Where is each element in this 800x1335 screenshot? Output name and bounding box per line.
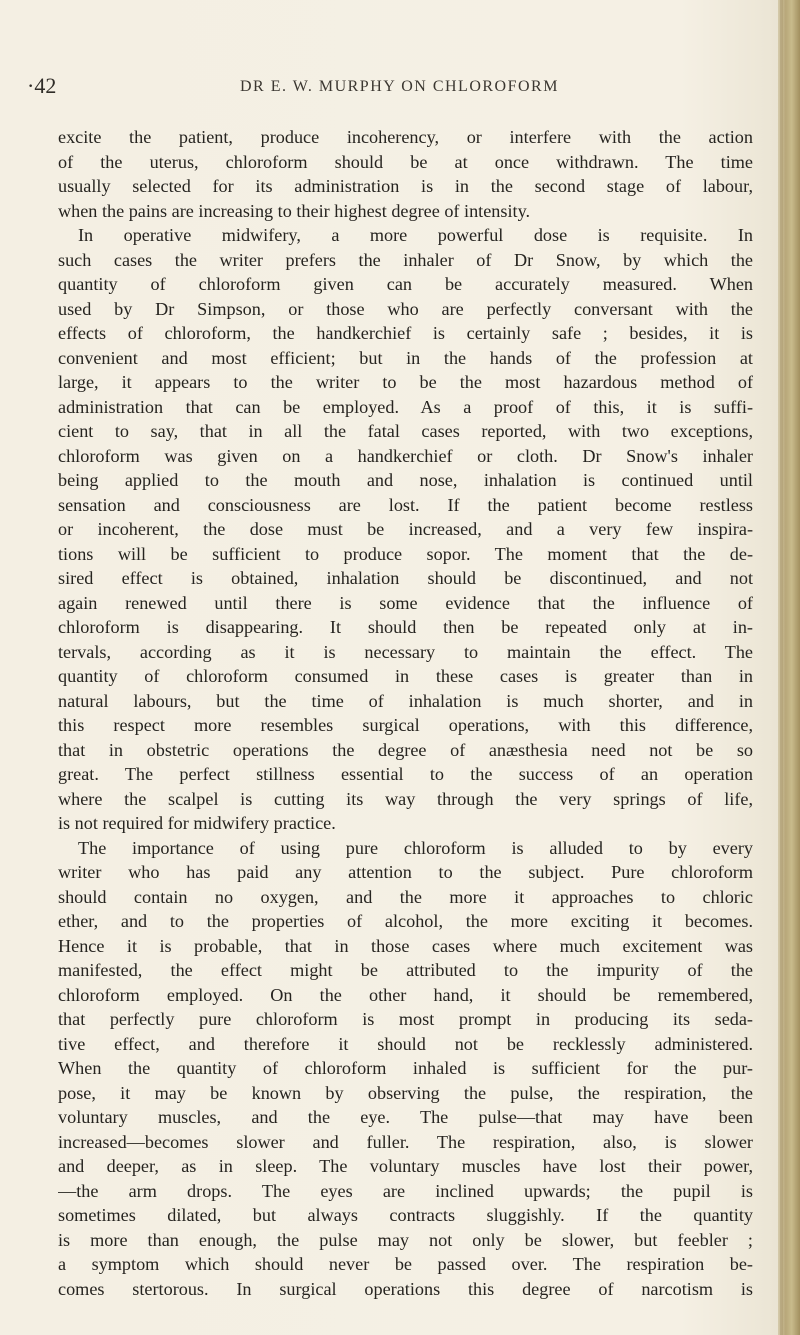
text-line: pose, it may be known by observing the pulse, the respiration, the xyxy=(58,1082,753,1103)
text-line: used by Dr Simpson, or those who are perfectly conversant with the xyxy=(58,298,753,319)
text-line: quantity of chloroform given can be accurately measured. When xyxy=(58,274,753,294)
text-line: ether, and to the properties of alcohol, the more exciting it becomes. xyxy=(58,911,753,931)
text-line: sometimes dilated, but always contracts sluggishly. If the quantity xyxy=(58,1205,753,1225)
text-line: administration that can be employed. As a proof of this, it is suffi- xyxy=(58,396,753,417)
page-edge-binding xyxy=(778,0,800,1335)
text-line: usually selected for its administration is in the second stage of labour, xyxy=(58,176,753,196)
running-head: DR E. W. MURPHY ON CHLOROFORM xyxy=(240,78,559,95)
text-line: is more than enough, the pulse may not only be slower, but feebler ; xyxy=(58,1229,753,1250)
page-number: ·42 xyxy=(27,73,57,98)
text-line: excite the patient, produce incoherency, or interfere with the action xyxy=(58,127,753,147)
text-line: when the pains are increasing to their highest degree of intensity. xyxy=(58,200,531,221)
text-line: this respect more resembles surgical operations, with this difference, xyxy=(58,715,753,735)
text-line: —the arm drops. The eyes are inclined upwards; the pupil is xyxy=(58,1180,753,1201)
text-line: convenient and most efficient; but in the hands of the profession at xyxy=(58,347,753,368)
text-line: chloroform employed. On the other hand, it should be remembered, xyxy=(58,984,753,1005)
text-line: effects of chloroform, the handkerchief is certainly safe ; besides, it is xyxy=(58,323,753,343)
text-line: quantity of chloroform consumed in these cases is greater than in xyxy=(58,666,753,686)
text-line: The importance of using pure chloroform is alluded to by every xyxy=(78,837,753,858)
text-line: and deeper, as in sleep. The voluntary muscles have lost their power, xyxy=(58,1156,753,1176)
text-line: In operative midwifery, a more powerful dose is requisite. In xyxy=(78,225,753,245)
text-line: voluntary muscles, and the eye. The pulse—that may have been xyxy=(58,1107,753,1127)
text-line: that in obstetric operations the degree of anæsthesia need not be so xyxy=(58,739,753,760)
text-line: should contain no oxygen, and the more it approaches to chloric xyxy=(58,886,753,907)
text-line: being applied to the mouth and nose, inhalation is continued until xyxy=(58,470,753,490)
text-line: manifested, the effect might be attributed to the impurity of the xyxy=(58,960,753,980)
text-line: When the quantity of chloroform inhaled is sufficient for the pur- xyxy=(58,1058,753,1078)
text-line: or incoherent, the dose must be increased, and a very few inspira- xyxy=(58,519,753,539)
text-line: increased—becomes slower and fuller. The respiration, also, is slower xyxy=(58,1131,753,1152)
text-line: is not required for midwifery practice. xyxy=(58,813,336,833)
text-line: sensation and consciousness are lost. If the patient become restless xyxy=(58,494,753,515)
text-line: of the uterus, chloroform should be at once withdrawn. The time xyxy=(58,151,753,172)
text-line: chloroform was given on a handkerchief or cloth. Dr Snow's inhaler xyxy=(58,445,753,466)
text-line: sired effect is obtained, inhalation should be discontinued, and not xyxy=(58,568,753,588)
text-line: comes stertorous. In surgical operations this degree of narcotism is xyxy=(58,1278,753,1299)
text-line: that perfectly pure chloroform is most prompt in producing its seda- xyxy=(58,1009,753,1029)
text-line: great. The perfect stillness essential to the success of an operation xyxy=(58,764,753,784)
text-line: natural labours, but the time of inhalation is much shorter, and in xyxy=(58,690,753,711)
text-line: where the scalpel is cutting its way through the very springs of life, xyxy=(58,788,753,809)
text-line: such cases the writer prefers the inhaler of Dr Snow, by which the xyxy=(58,249,753,270)
body-text xyxy=(58,125,753,1301)
text-line: tive effect, and therefore it should not be recklessly administered. xyxy=(58,1033,753,1054)
text-line: tervals, according as it is necessary to maintain the effect. The xyxy=(58,641,753,662)
text-line: again renewed until there is some evidence that the influence of xyxy=(58,592,753,613)
text-line: chloroform is disappearing. It should then be repeated only at in- xyxy=(58,617,753,637)
text-line: tions will be sufficient to produce sopor. The moment that the de- xyxy=(58,543,753,564)
text-line: large, it appears to the writer to be the most hazardous method of xyxy=(58,372,753,392)
text-line: cient to say, that in all the fatal cases reported, with two exceptions, xyxy=(58,421,753,441)
text-line: a symptom which should never be passed over. The respiration be- xyxy=(58,1254,753,1274)
text-line: Hence it is probable, that in those cases where much excitement was xyxy=(58,935,753,956)
text-line: writer who has paid any attention to the subject. Pure chloroform xyxy=(58,862,753,882)
